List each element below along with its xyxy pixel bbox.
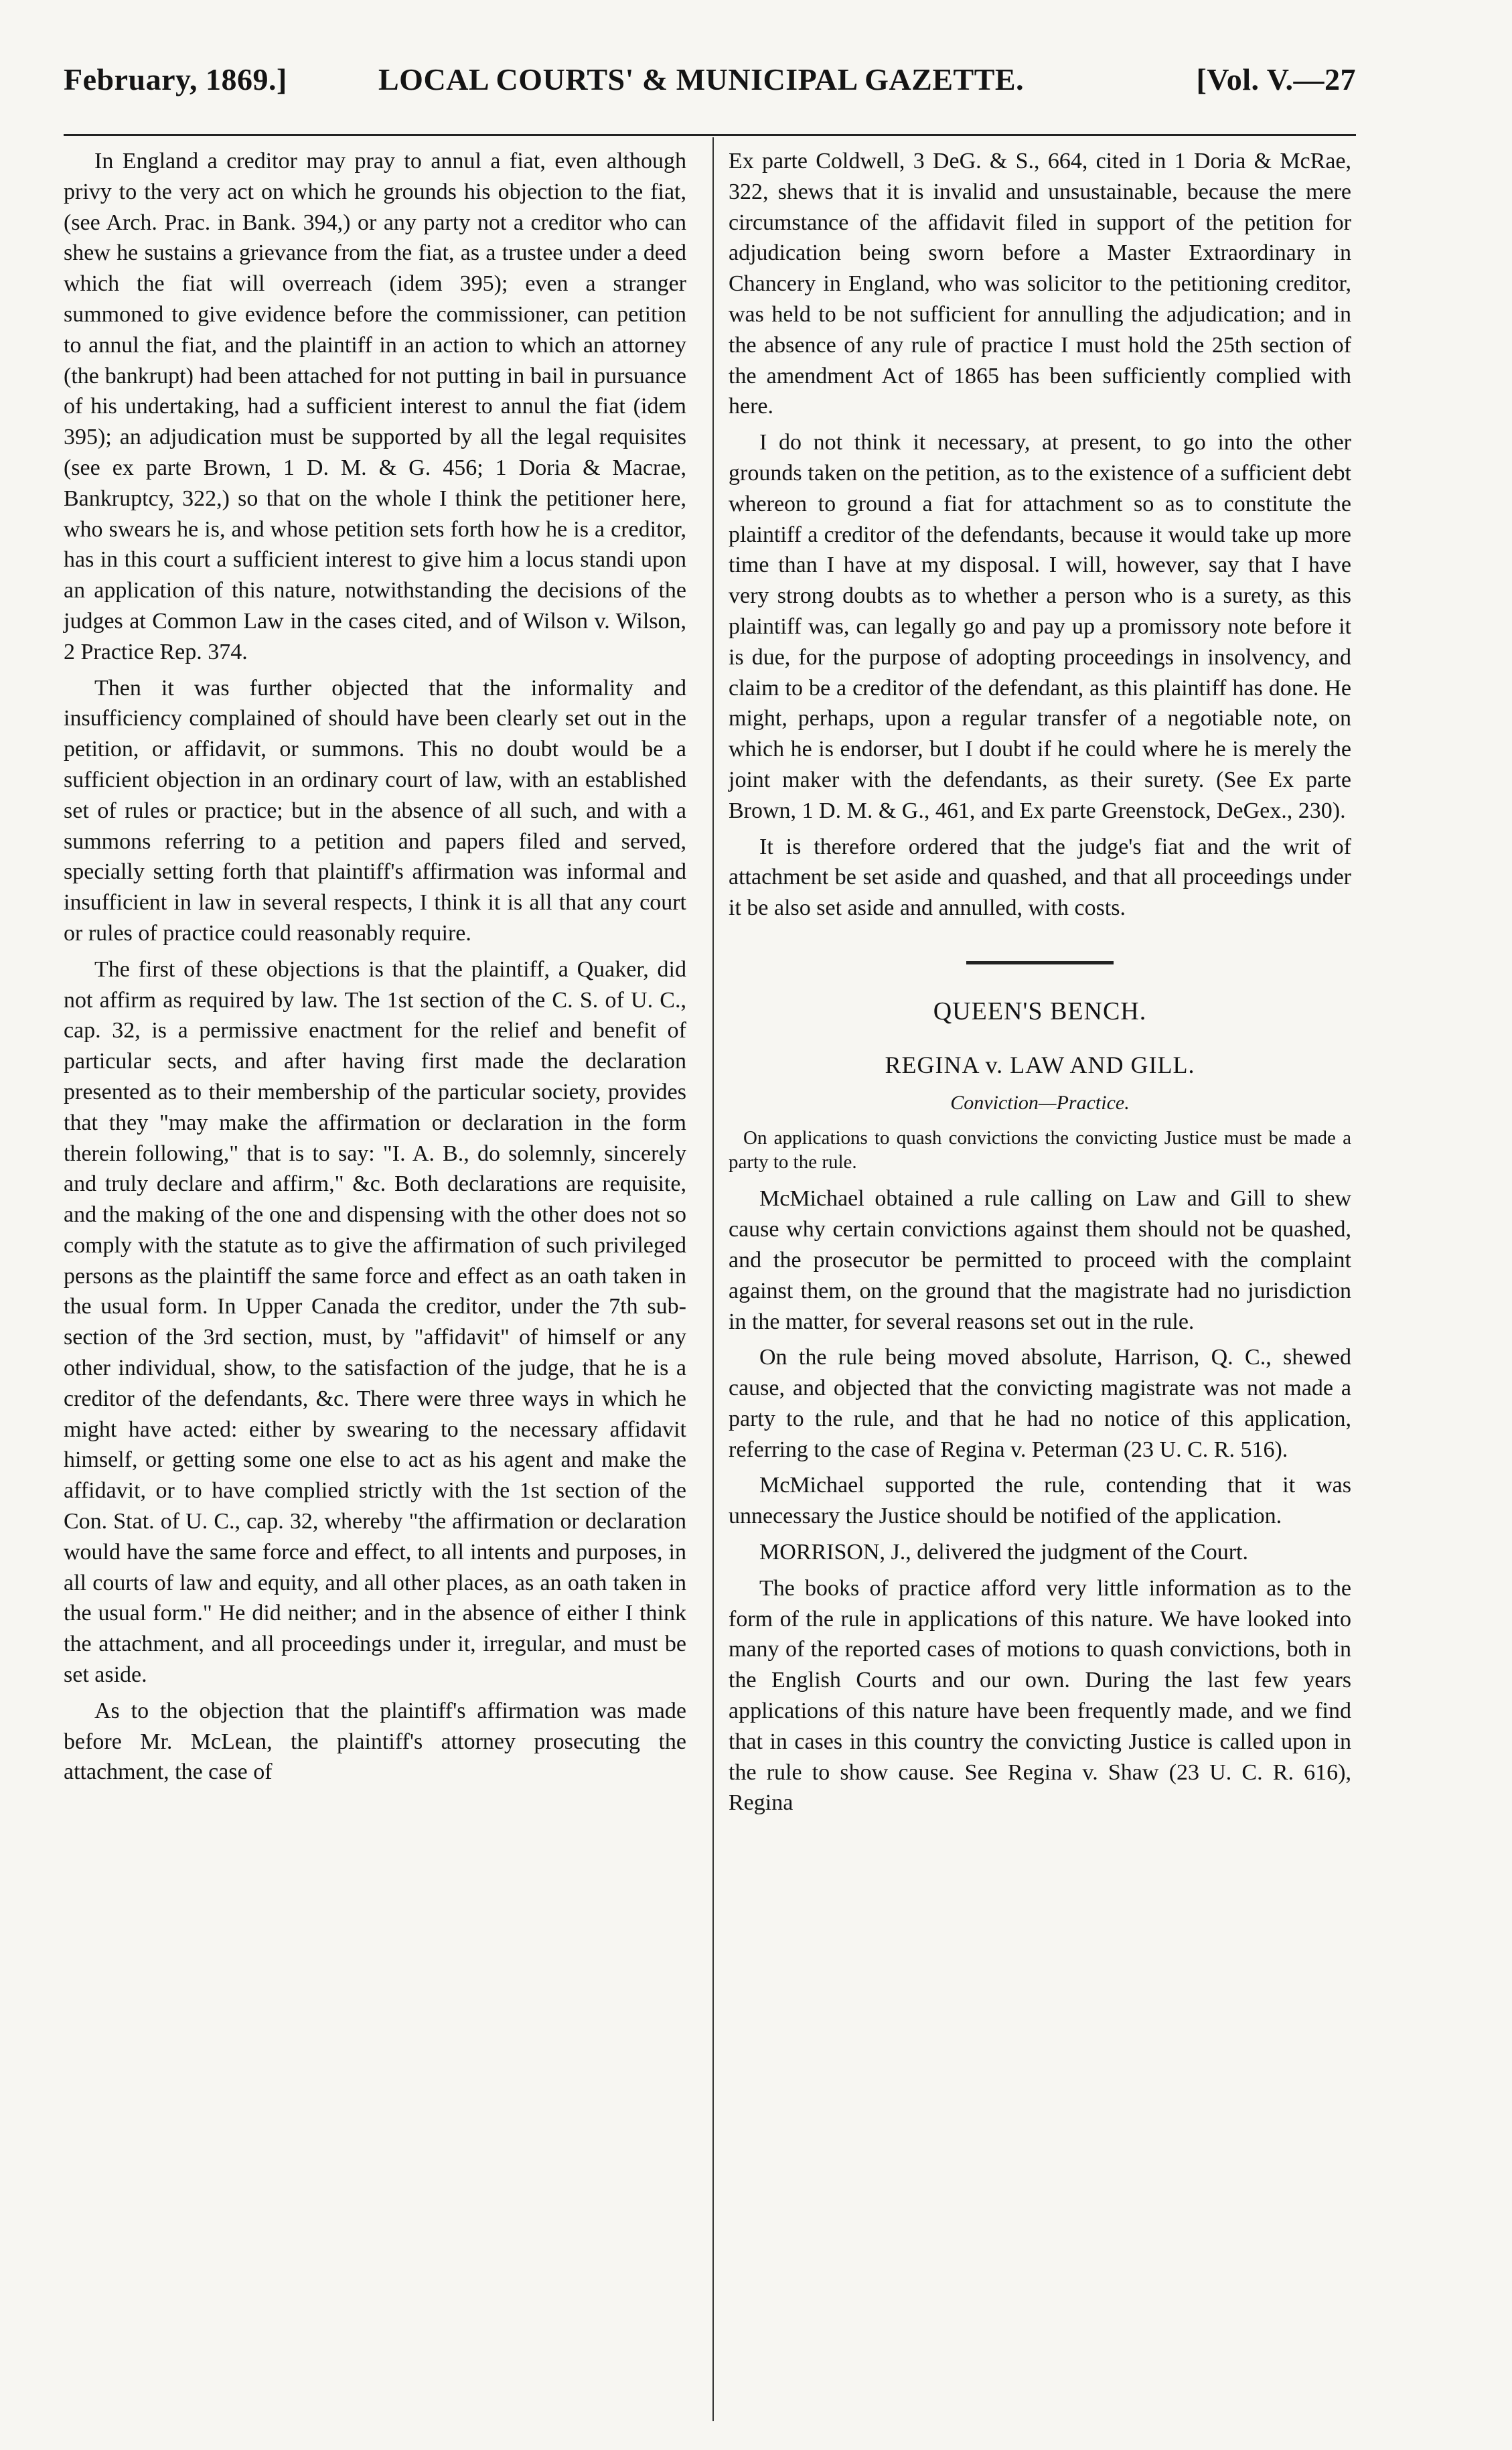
section-title: QUEEN'S BENCH. [933, 997, 1147, 1025]
section-rule [966, 961, 1114, 964]
right-column [729, 146, 1351, 1824]
right-paragraph-5: On the rule being moved absolute, Harrison, Q. C., shewed cause, and objected that the convicting magistrate was not made a party to the rule, and that he had no notice of this application, referring to the case of Regina v. Peterman (23 U. C. R. 516). [729, 1345, 1351, 1462]
column-divider [712, 137, 714, 2421]
header-rule [64, 134, 1356, 136]
right-paragraph-2: I do not think it necessary, at present, to go into the other grounds taken on the petition, as to the existence of a sufficient debt whereon to ground a fiat for attachment so as to constitute the plaintiff a creditor of the defendants, because it would take up more time than I have at my disposal. I will, however, say that I have very strong doubts as to whether a person who is a surety, as this plaintiff was, can legally go and pay up a promissory note before it is due, for the purpose of adopting proceedings in insolvency, and claim to be a creditor of the defendant, as this plaintiff has done. He might, perhaps, upon a regular transfer of a negotiable note, on which he is endorser, but I doubt if he could where he is merely the joint maker with the defendants, as their surety. (See Ex parte Brown, 1 D. M. & G., 461, and Ex parte Greenstock, DeGex., 230). [729, 430, 1351, 823]
page-header [64, 62, 1356, 115]
header-volume: [Vol. V.—27 [1196, 62, 1356, 96]
right-paragraph-8: The books of practice afford very little information as to the form of the rule in applications of this nature. We have looked into many of the reported cases of motions to quash convictions, both in the English Courts and our own. During the last few years applications of this nature have been frequently made, and we find that in cases in this country the convicting Justice is called upon in the rule to show cause. See Regina v. Shaw (23 U. C. R. 616), Regina [729, 1575, 1351, 1816]
left-paragraph-4: As to the objection that the plaintiff's affirmation was made before Mr. McLean, the plaintiff's attorney prosecuting the attachment, the case of [64, 1698, 686, 1785]
right-paragraph-3: It is therefore ordered that the judge's fiat and the writ of attachment be set aside and quashed, and that all proceedings under it be also set aside and annulled, with costs. [729, 834, 1351, 921]
left-paragraph-1: In England a creditor may pray to annul a fiat, even although privy to the very act on which he grounds his objection to the fiat, (see Arch. Prac. in Bank. 394,) or any party not a creditor who can shew he sustains a grievance from the fiat, as a trustee under a deed which the fiat will overreach (idem 395); even a stranger summoned to give evidence before the commissioner, can petition to annul the fiat, and the plaintiff in an action to which an attorney (the bankrupt) had been attached for not putting in bail in pursuance of his undertaking, had a sufficient interest to annul the fiat (idem 395); an adjudication must be supported by all the legal requisites (see ex parte Brown, 1 D. M. & G. 456; 1 Doria & Macrae, Bankruptcy, 322,) so that on the whole I think the petitioner here, who swears he is, and whose petition sets forth how he is a creditor, has in this court a sufficient interest to give him a locus standi upon an application of this nature, notwithstanding the decisions of the judges at Common Law in the cases cited, and of Wilson v. Wilson, 2 Practice Rep. 374. [64, 149, 686, 664]
header-date: February, 1869.] [64, 62, 287, 96]
case-headnote: On applications to quash convictions the convicting Justice must be made a party to the rule. [729, 1127, 1351, 1173]
right-paragraph-1: Ex parte Coldwell, 3 DeG. & S., 664, cited in 1 Doria & McRae, 322, shews that it is invalid and unsustainable, because the mere circumstance of the affidavit filed in support of the petition for adjudication being sworn before a Master Extraordinary in Chancery in England, who was solicitor to the petitioning creditor, was held to be not sufficient for annulling the adjudication; and in the absence of any rule of practice I must hold the 25th section of the amendment Act of 1865 has been sufficiently complied with here. [729, 149, 1351, 419]
left-column [64, 146, 686, 1793]
right-paragraph-7: MORRISON, J., delivered the judgment of the Court. [759, 1540, 1248, 1565]
case-subtitle: Conviction—Practice. [950, 1091, 1130, 1114]
case-title: REGINA v. LAW AND GILL. [885, 1051, 1195, 1078]
header-title: LOCAL COURTS' & MUNICIPAL GAZETTE. [378, 62, 1025, 96]
right-paragraph-4: McMichael obtained a rule calling on Law and Gill to shew cause why certain convictions against them should not be quashed, and the prosecutor be permitted to proceed with the complaint against them, on the ground that the magistrate had no jurisdiction in the matter, for several reasons set out in the rule. [729, 1186, 1351, 1334]
left-paragraph-2: Then it was further objected that the informality and insufficiency complained of should have been clearly set out in the petition, or affidavit, or summons. This no doubt would be a sufficient objection in an ordinary court of law, with an established set of rules or practice; but in the absence of all such, and with a summons referring to a petition and papers filed and served, specially setting forth that plaintiff's affirmation was informal and insufficient in law in several respects, I think it is all that any court or rules of practice could reasonably require. [64, 675, 686, 946]
right-paragraph-6: McMichael supported the rule, contending that it was unnecessary the Justice should be notified of the application. [729, 1473, 1351, 1529]
left-paragraph-3: The first of these objections is that the plaintiff, a Quaker, did not affirm as required by law. The 1st section of the C. S. of U. C., cap. 32, is a permissive enactment for the relief and benefit of particular sects, and after having first made the declaration presented as to their membership of the particular society, provides that they "may make the affirmation or declaration in the form therein following," that is to say: "I. A. B., do solemnly, sincerely and truly declare and affirm," &c. Both declarations are requisite, and the making of the one and dispensing with the other does not so comply with the statute as to give the affirmation of such privileged persons as the plaintiff the same force and effect as an oath taken in the usual form. In Upper Canada the creditor, under the 7th sub-section of the 3rd section, must, by "affidavit" of himself or any other individual, show, to the satisfaction of the judge, that he is a creditor of the defendants, &c. There were three ways in which he might have acted: either by swearing to the necessary affidavit himself, or getting some one else to act as his agent and make the affidavit, or to have complied strictly with the 1st section of the Con. Stat. of U. C., cap. 32, whereby "the affirmation or declaration would have the same force and effect, to all intents and purposes, in all courts of law and equity, and all other places, as an oath taken in the usual form." He did neither; and in the absence of either I think the attachment, and all proceedings under it, irregular, and must be set aside. [64, 956, 686, 1688]
